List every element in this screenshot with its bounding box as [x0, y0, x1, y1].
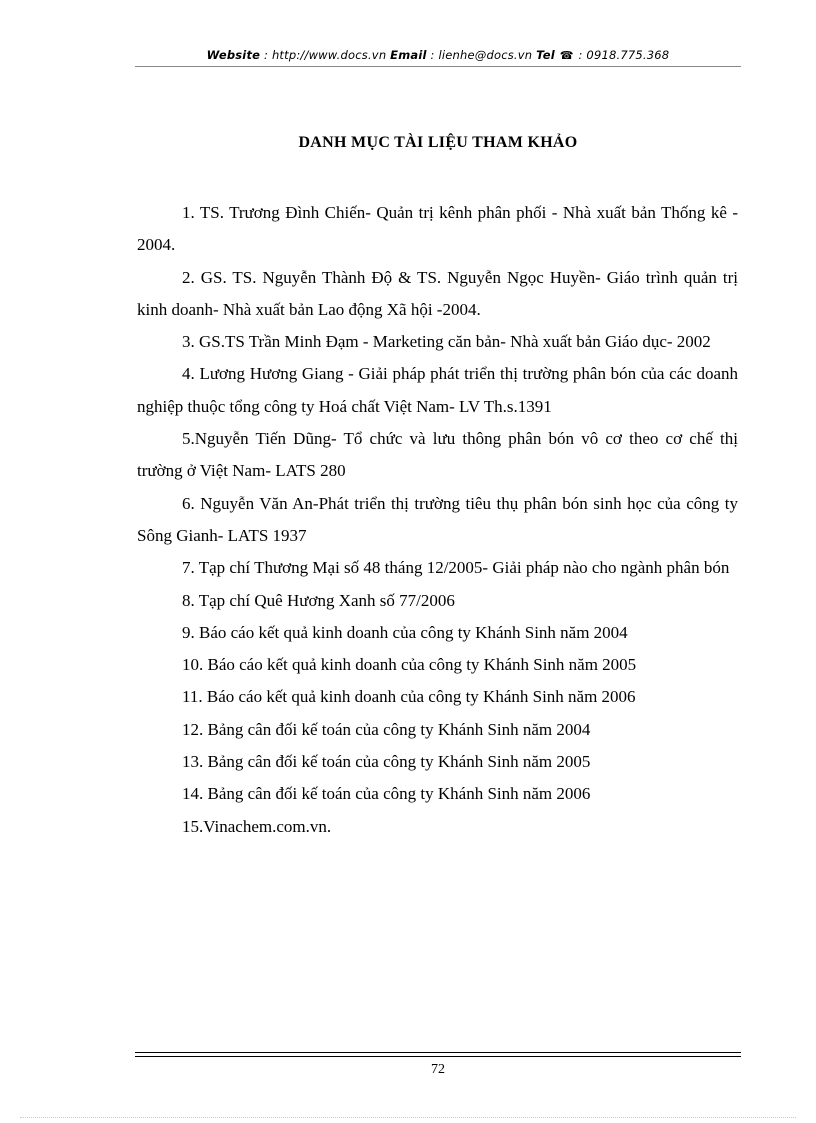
website-url[interactable]: http://www.docs.vn [271, 48, 387, 62]
website-sep: : [260, 48, 272, 62]
page-title: DANH MỤC TÀI LIỆU THAM KHẢO [298, 134, 578, 151]
reference-item: 10. Báo cáo kết quả kinh doanh của công ty Khánh Sinh năm 2005 [182, 655, 637, 675]
page-number: 72 [431, 1062, 445, 1077]
reference-item: 15.Vinachem.com.vn. [182, 816, 332, 836]
reference-item: 11. Báo cáo kết quả kinh doanh của công ty Khánh Sinh năm 2006 [182, 687, 636, 707]
reference-item: 1. TS. Trương Đình Chiến- Quản trị kênh phân phối - Nhà xuất bản Thống kê - 2004. [137, 203, 738, 255]
header-divider [135, 66, 741, 67]
tel-label: Tel [536, 48, 555, 62]
reference-list [137, 197, 738, 843]
reference-item: 2. GS. TS. Nguyễn Thành Độ & TS. Nguyễn Ngọc Huyền- Giáo trình quản trị kinh doanh- Nhà xuất bản Lao động Xã hội -2004. [137, 267, 738, 319]
reference-item: 9. Báo cáo kết quả kinh doanh của công ty Khánh Sinh năm 2004 [182, 622, 628, 642]
reference-item: 8. Tạp chí Quê Hương Xanh số 77/2006 [182, 590, 455, 610]
page-header [135, 48, 741, 62]
reference-item: 4. Lương Hương Giang - Giải pháp phát triển thị trường phân bón của các doanh nghiệp thuộc tổng công ty Hoá chất Việt Nam- LV Th.s.1391 [137, 364, 738, 416]
reference-item: 12. Bảng cân đối kế toán của công ty Khánh Sinh năm 2004 [182, 719, 591, 739]
tel-number: 0918.775.368 [586, 48, 670, 62]
footer-divider [135, 1052, 741, 1053]
reference-item: 13. Bảng cân đối kế toán của công ty Khánh Sinh năm 2005 [182, 752, 591, 772]
reference-item: 6. Nguyễn Văn An-Phát triển thị trường tiêu thụ phân bón sinh học của công ty Sông Gianh- LATS 1937 [137, 493, 738, 545]
reference-item: 14. Bảng cân đối kế toán của công ty Khánh Sinh năm 2006 [182, 784, 591, 804]
email-sep: : [426, 48, 439, 62]
reference-item: 3. GS.TS Trần Minh Đạm - Marketing căn bản- Nhà xuất bản Giáo dục- 2002 [182, 332, 711, 352]
reference-item: 5.Nguyễn Tiến Dũng- Tổ chức và lưu thông phân bón vô cơ theo cơ chế thị trường ở Việt Nam- LATS 280 [137, 429, 738, 481]
phone-icon: ☎ [559, 49, 574, 62]
footer-divider [135, 1056, 741, 1057]
email-label: Email [390, 48, 427, 62]
reference-item: 7. Tạp chí Thương Mại số 48 tháng 12/2005- Giải pháp nào cho ngành phân bón [182, 558, 730, 578]
tel-sep: : [574, 48, 587, 62]
page-bottom-border [20, 1117, 796, 1118]
website-label: Website [206, 48, 261, 62]
email-address[interactable]: lienhe@docs.vn [438, 48, 533, 62]
